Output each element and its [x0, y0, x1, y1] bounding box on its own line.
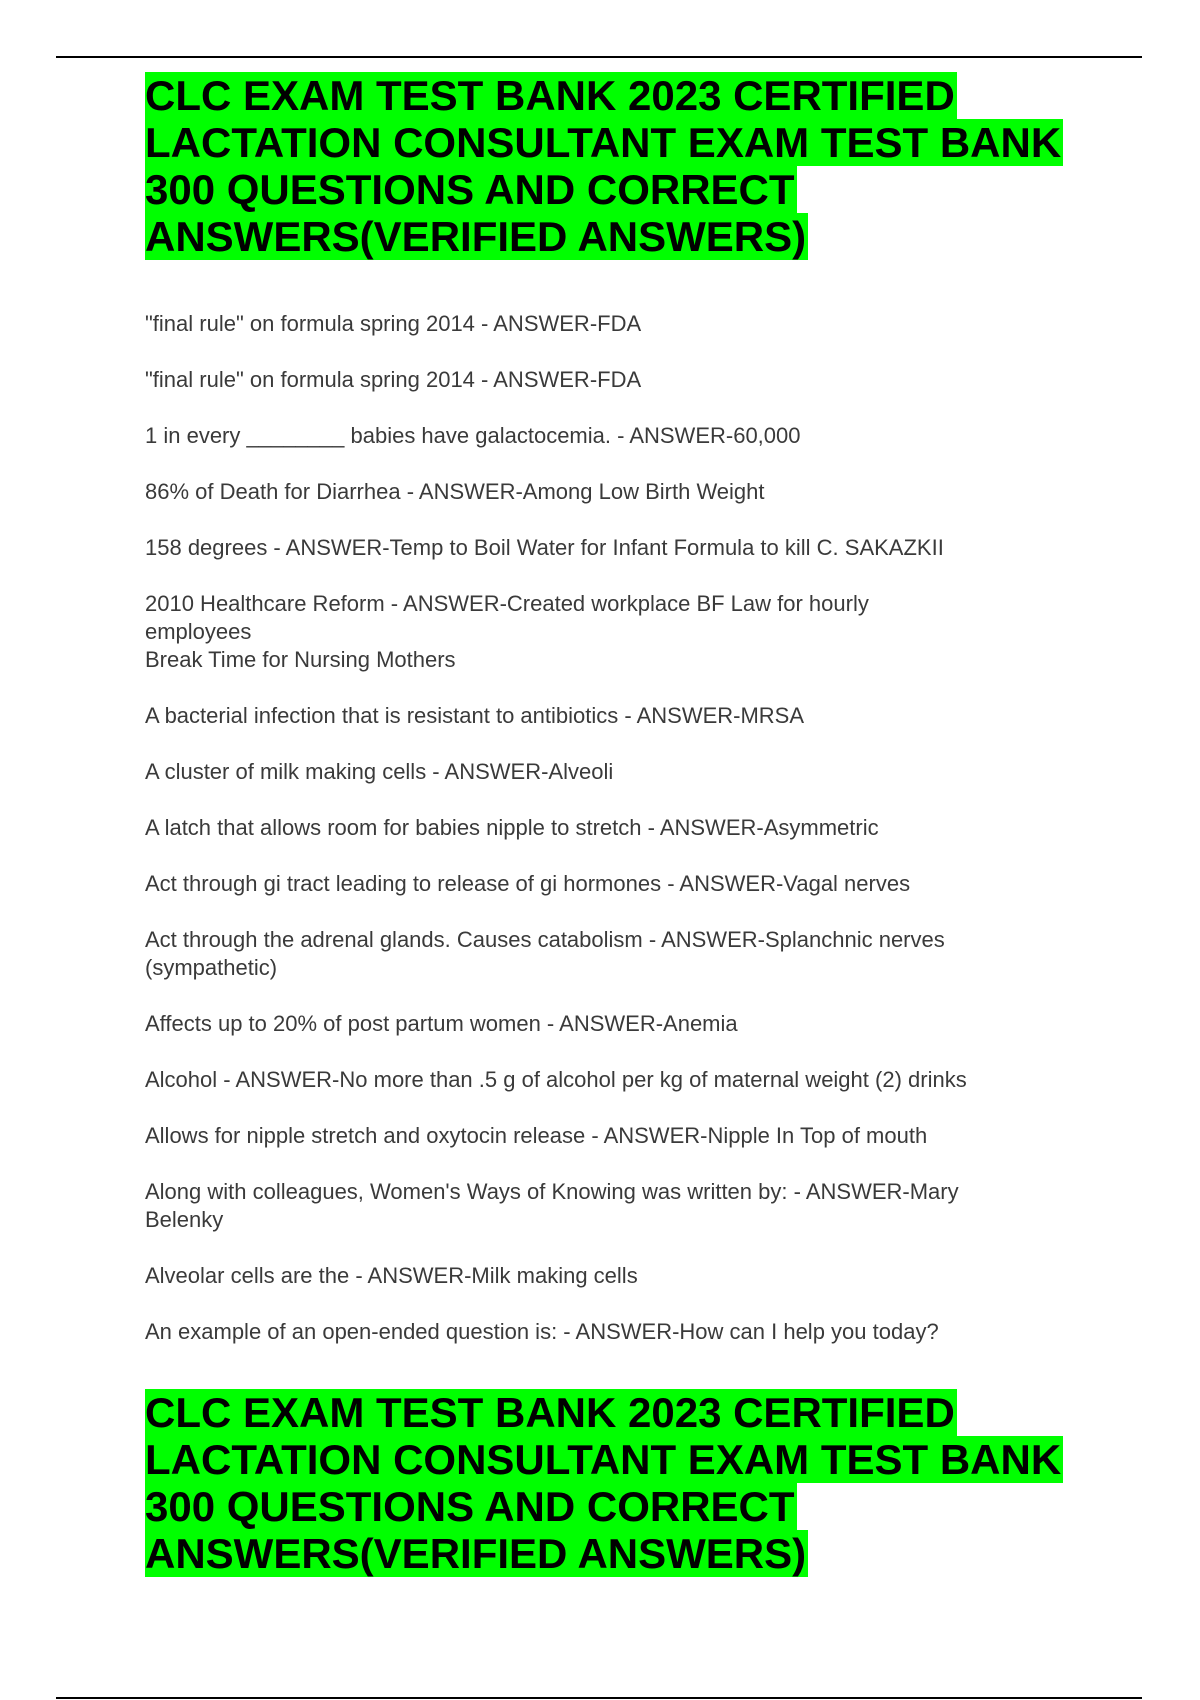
qa-item-line: employees: [145, 619, 252, 644]
repeated-document-title: [145, 1389, 1075, 1577]
qa-item-line: Belenky: [145, 1207, 224, 1232]
qa-item: [145, 590, 1075, 674]
qa-item-line: Alcohol - ANSWER-No more than .5 g of alcohol per kg of maternal weight (2) drinks: [145, 1067, 967, 1092]
qa-item-line: 86% of Death for Diarrhea - ANSWER-Among Low Birth Weight: [145, 479, 765, 504]
qa-item: [145, 1010, 1075, 1038]
qa-item: [145, 1066, 1075, 1094]
qa-item-line: An example of an open-ended question is: - ANSWER-How can I help you today?: [145, 1319, 939, 1344]
title-line: CLC EXAM TEST BANK 2023 CERTIFIED: [145, 72, 955, 119]
qa-item: [145, 422, 1075, 450]
qa-item-line: Alveolar cells are the - ANSWER-Milk making cells: [145, 1263, 638, 1288]
title-line: LACTATION CONSULTANT EXAM TEST BANK: [145, 119, 1062, 166]
qa-item-line: 1 in every ________ babies have galactocemia. - ANSWER-60,000: [145, 423, 801, 448]
qa-item: [145, 926, 1075, 982]
qa-item: [145, 1178, 1075, 1234]
title-line: LACTATION CONSULTANT EXAM TEST BANK: [145, 1436, 1062, 1483]
qa-item-line: Affects up to 20% of post partum women - ANSWER-Anemia: [145, 1011, 738, 1036]
qa-item: [145, 534, 1075, 562]
question-answer-list: [145, 310, 1075, 1374]
qa-item: [145, 702, 1075, 730]
title-line: 300 QUESTIONS AND CORRECT: [145, 166, 795, 213]
qa-item: [145, 870, 1075, 898]
qa-item: [145, 366, 1075, 394]
qa-item: [145, 1262, 1075, 1290]
qa-item: [145, 814, 1075, 842]
qa-item-line: Break Time for Nursing Mothers: [145, 647, 456, 672]
title-line: 300 QUESTIONS AND CORRECT: [145, 1483, 795, 1530]
qa-item-line: (sympathetic): [145, 955, 278, 980]
bottom-rule: [56, 1697, 1142, 1699]
qa-item: [145, 310, 1075, 338]
qa-item-line: Act through the adrenal glands. Causes catabolism - ANSWER-Splanchnic nerves: [145, 927, 945, 952]
qa-item: [145, 758, 1075, 786]
title-line: ANSWERS(VERIFIED ANSWERS): [145, 213, 807, 260]
top-rule: [56, 56, 1142, 58]
title-line: CLC EXAM TEST BANK 2023 CERTIFIED: [145, 1389, 955, 1436]
qa-item: [145, 1318, 1075, 1346]
qa-item-line: Act through gi tract leading to release of gi hormones - ANSWER-Vagal nerves: [145, 871, 911, 896]
qa-item-line: Allows for nipple stretch and oxytocin release - ANSWER-Nipple In Top of mouth: [145, 1123, 928, 1148]
qa-item-line: A cluster of milk making cells - ANSWER-Alveoli: [145, 759, 614, 784]
qa-item-line: 2010 Healthcare Reform - ANSWER-Created workplace BF Law for hourly: [145, 591, 869, 616]
qa-item-line: A latch that allows room for babies nipple to stretch - ANSWER-Asymmetric: [145, 815, 879, 840]
qa-item-line: 158 degrees - ANSWER-Temp to Boil Water for Infant Formula to kill C. SAKAZKII: [145, 535, 944, 560]
title-line: ANSWERS(VERIFIED ANSWERS): [145, 1530, 807, 1577]
qa-item: [145, 478, 1075, 506]
qa-item-line: A bacterial infection that is resistant to antibiotics - ANSWER-MRSA: [145, 703, 805, 728]
document-title: [145, 72, 1075, 260]
qa-item: [145, 1122, 1075, 1150]
qa-item-line: "final rule" on formula spring 2014 - ANSWER-FDA: [145, 311, 642, 336]
qa-item-line: Along with colleagues, Women's Ways of Knowing was written by: - ANSWER-Mary: [145, 1179, 959, 1204]
qa-item-line: "final rule" on formula spring 2014 - ANSWER-FDA: [145, 367, 642, 392]
